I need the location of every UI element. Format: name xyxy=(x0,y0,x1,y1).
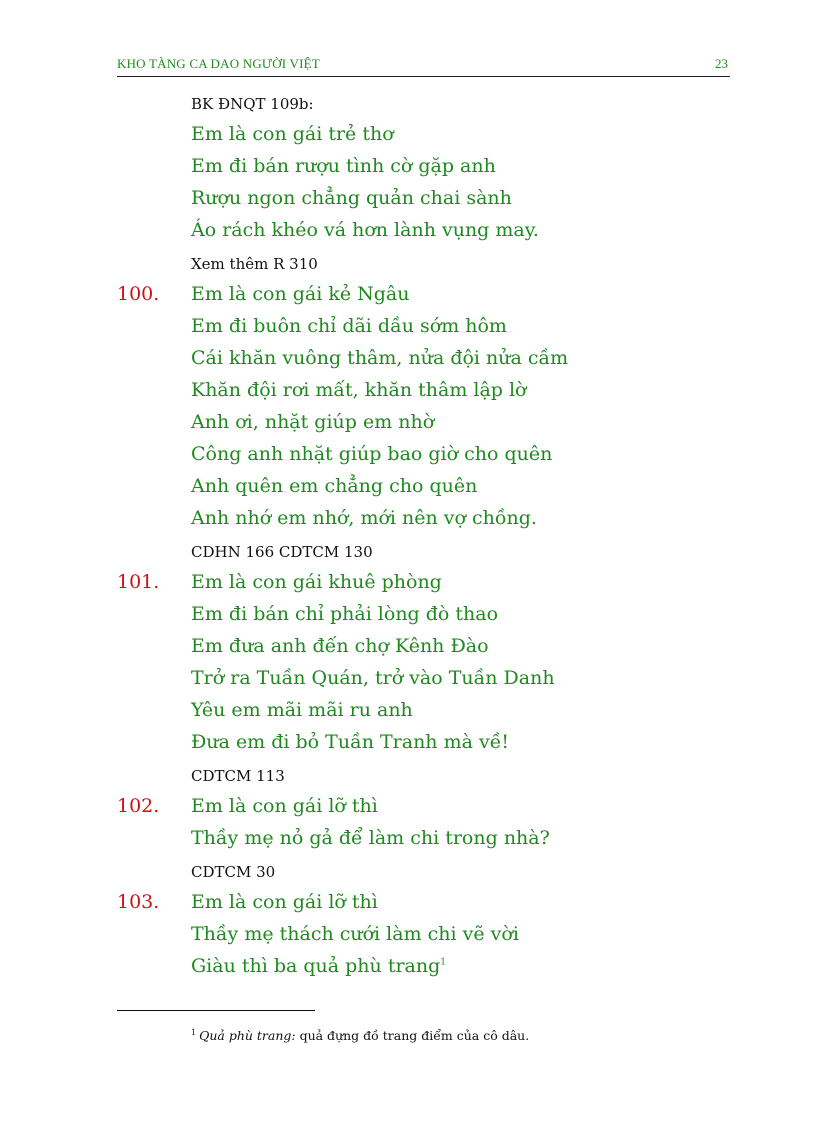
page-number: 23 xyxy=(715,56,728,71)
verse-line xyxy=(0,123,816,155)
verse-text xyxy=(191,635,489,657)
verse-line xyxy=(0,923,816,955)
verse-text xyxy=(191,955,446,977)
verse-text xyxy=(191,731,509,753)
verse-line xyxy=(0,443,816,475)
verse-line xyxy=(0,315,816,347)
line-text: Em là con gái lỡ thì xyxy=(191,795,378,817)
verse-line xyxy=(0,667,816,699)
verse-text xyxy=(191,283,409,305)
line-text: Anh quên em chẳng cho quên xyxy=(191,475,478,497)
verse-text xyxy=(191,923,519,945)
line-text: Em đưa anh đến chợ Kênh Đào xyxy=(191,635,489,657)
verse-line xyxy=(0,731,816,763)
line-text: Cái khăn vuông thâm, nửa đội nửa cầm xyxy=(191,347,569,369)
verse-line xyxy=(0,571,816,603)
verse-line xyxy=(0,603,816,635)
line-text: Em đi buôn chỉ dãi dầu sớm hôm xyxy=(191,315,507,337)
verse-line xyxy=(0,219,816,251)
reference-text xyxy=(191,255,318,273)
verse-text xyxy=(191,155,496,177)
verse-text xyxy=(191,795,378,817)
verse-line xyxy=(0,955,816,987)
verse-text xyxy=(191,347,568,369)
footnote-marker: 1 xyxy=(440,957,446,968)
source-reference xyxy=(0,859,816,891)
line-text: Em đi bán chỉ phải lòng đò thao xyxy=(191,603,499,625)
poem-number: 102. xyxy=(117,795,160,817)
footnote-term: Quả phù trang: xyxy=(199,1028,296,1043)
line-text: Anh nhớ em nhớ, mới nên vợ chồng. xyxy=(191,507,537,529)
verse-line xyxy=(0,507,816,539)
reference-text xyxy=(191,95,314,113)
verse-text xyxy=(191,187,512,209)
verse-line xyxy=(0,283,816,315)
verse-text xyxy=(191,891,378,913)
verse-text xyxy=(191,827,550,849)
verse-text xyxy=(191,123,394,145)
verse-text xyxy=(191,475,477,497)
verse-line xyxy=(0,699,816,731)
line-text: Thầy mẹ thách cưới làm chi vẽ vời xyxy=(191,923,519,945)
line-text: CDTCM 113 xyxy=(191,767,285,785)
source-reference xyxy=(0,763,816,795)
footnote-divider xyxy=(117,1010,315,1011)
verse-line xyxy=(0,187,816,219)
line-text: Xem thêm R 310 xyxy=(191,255,318,273)
verse-text xyxy=(191,219,539,241)
line-text: Đưa em đi bỏ Tuần Tranh mà về! xyxy=(191,731,510,753)
verse-line xyxy=(0,795,816,827)
verse-line xyxy=(0,827,816,859)
line-text: Áo rách khéo vá hơn lành vụng may. xyxy=(191,219,539,241)
line-text: CDTCM 30 xyxy=(191,863,276,881)
verse-text xyxy=(191,603,498,625)
line-text: Khăn đội rơi mất, khăn thâm lập lờ xyxy=(191,379,527,401)
verse-line xyxy=(0,155,816,187)
footnote-number: 1 xyxy=(191,1027,197,1037)
line-text: Rượu ngon chẳng quản chai sành xyxy=(191,187,512,209)
line-text: Yêu em mãi mãi ru anh xyxy=(191,699,413,721)
verse-line xyxy=(0,347,816,379)
book-title: KHO TÀNG CA DAO NGƯỜI VIỆT xyxy=(117,56,320,71)
line-text: Em đi bán rượu tình cờ gặp anh xyxy=(191,155,496,177)
reference-text xyxy=(191,767,285,785)
verse-line xyxy=(0,379,816,411)
source-reference xyxy=(0,91,816,123)
verse-text xyxy=(191,507,537,529)
verse-text xyxy=(191,571,442,593)
line-text: Em là con gái trẻ thơ xyxy=(191,123,394,145)
verse-line xyxy=(0,411,816,443)
page-header xyxy=(117,54,730,77)
poem-content xyxy=(0,91,816,987)
poem-number: 100. xyxy=(117,283,160,305)
verse-line xyxy=(0,891,816,923)
poem-number: 103. xyxy=(117,891,160,913)
line-text: Em là con gái lỡ thì xyxy=(191,891,378,913)
verse-text xyxy=(191,315,507,337)
reference-text xyxy=(191,543,373,561)
line-text: Công anh nhặt giúp bao giờ cho quên xyxy=(191,443,553,465)
line-text: Giàu thì ba quả phù trang xyxy=(191,955,441,977)
line-text: Thầy mẹ nỏ gả để làm chi trong nhà? xyxy=(191,827,550,849)
verse-text xyxy=(191,379,527,401)
line-text: Anh ơi, nhặt giúp em nhờ xyxy=(191,411,435,433)
verse-line xyxy=(0,635,816,667)
verse-text xyxy=(191,443,552,465)
footnote xyxy=(191,1028,529,1043)
line-text: Trở ra Tuần Quán, trở vào Tuần Danh xyxy=(191,667,555,689)
line-text: CDHN 166 CDTCM 130 xyxy=(191,543,373,561)
source-reference xyxy=(0,251,816,283)
verse-text xyxy=(191,411,434,433)
verse-text xyxy=(191,667,555,689)
verse-line xyxy=(0,475,816,507)
verse-text xyxy=(191,699,413,721)
line-text: BK ĐNQT 109b: xyxy=(191,95,314,113)
source-reference xyxy=(0,539,816,571)
line-text: Em là con gái kẻ Ngâu xyxy=(191,283,410,305)
footnote-text: quả đựng đồ trang điểm của cô dâu. xyxy=(295,1028,530,1043)
reference-text xyxy=(191,863,275,881)
poem-number: 101. xyxy=(117,571,160,593)
line-text: Em là con gái khuê phòng xyxy=(191,571,442,593)
